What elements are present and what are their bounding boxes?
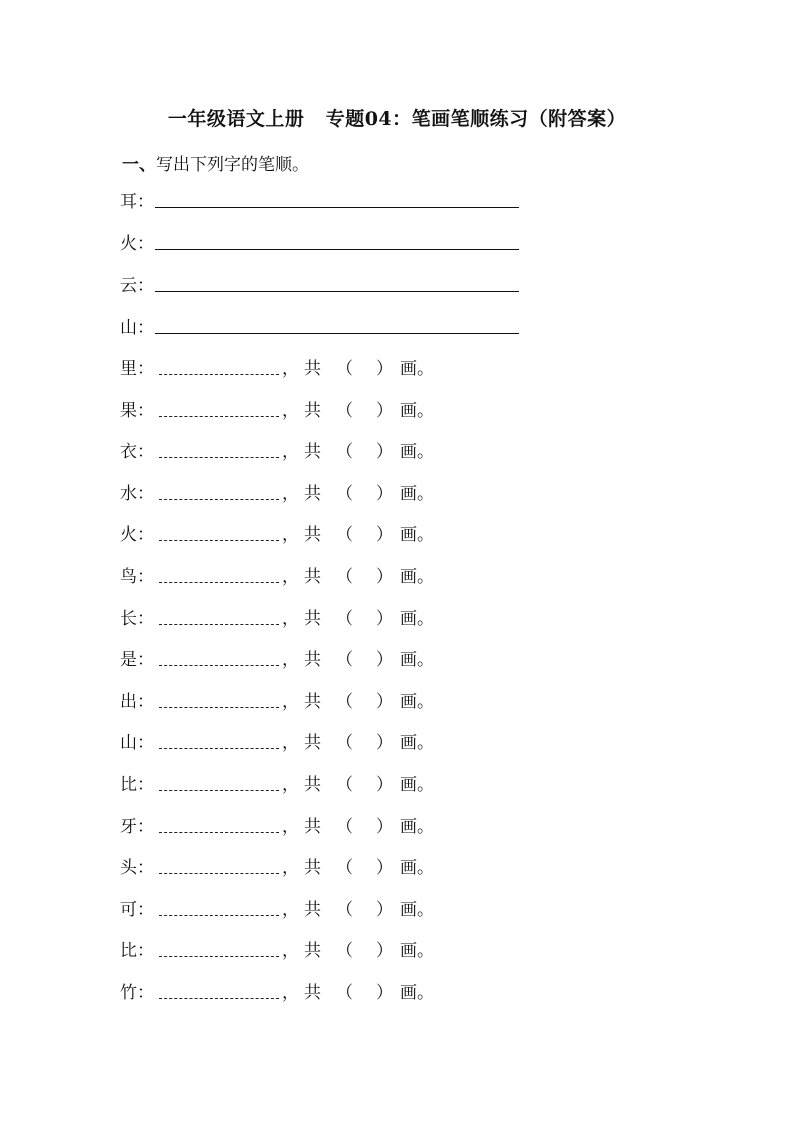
hua-label: 画。 (400, 484, 434, 504)
paren-close: ） (376, 650, 393, 670)
answer-line[interactable] (155, 332, 519, 334)
stroke-count-row (120, 605, 434, 629)
answer-line[interactable] (155, 248, 519, 250)
stroke-order-blank[interactable] (159, 831, 279, 833)
comma: ， (282, 775, 299, 795)
gong-label: 共 (304, 858, 321, 878)
colon: ： (137, 401, 154, 421)
colon: ： (137, 817, 154, 837)
stroke-order-blank[interactable] (159, 498, 279, 500)
stroke-order-blank[interactable] (159, 415, 279, 417)
stroke-order-blank[interactable] (159, 997, 279, 999)
colon: ： (137, 318, 154, 338)
paren-close: ） (376, 359, 393, 379)
comma: ， (282, 817, 299, 837)
character: 耳 (120, 192, 137, 212)
paren-close: ） (376, 401, 393, 421)
paren-close: ） (376, 484, 393, 504)
stroke-order-row (120, 188, 519, 212)
stroke-order-blank[interactable] (159, 623, 279, 625)
comma: ， (282, 858, 299, 878)
paren-open: （ (336, 900, 353, 920)
comma: ， (282, 484, 299, 504)
colon: ： (137, 609, 154, 629)
hua-label: 画。 (400, 525, 434, 545)
paren-open: （ (336, 941, 353, 961)
comma: ， (282, 983, 299, 1003)
character: 头 (120, 858, 137, 878)
gong-label: 共 (304, 525, 321, 545)
paren-open: （ (336, 442, 353, 462)
colon: ： (137, 692, 154, 712)
gong-label: 共 (304, 359, 321, 379)
stroke-count-row (120, 438, 434, 462)
stroke-order-blank[interactable] (159, 955, 279, 957)
paren-close: ） (376, 941, 393, 961)
paren-close: ） (376, 692, 393, 712)
character: 牙 (120, 817, 137, 837)
stroke-order-blank[interactable] (159, 706, 279, 708)
section-instruction: 写出下列字的笔顺。 (156, 155, 309, 175)
page-title: 一年级语文上册 专题04：笔画笔顺练习（附答案） (167, 108, 627, 130)
stroke-order-row (120, 272, 519, 296)
hua-label: 画。 (400, 983, 434, 1003)
gong-label: 共 (304, 484, 321, 504)
paren-close: ） (376, 733, 393, 753)
character: 可 (120, 900, 137, 920)
character: 竹 (120, 983, 137, 1003)
stroke-order-blank[interactable] (159, 872, 279, 874)
hua-label: 画。 (400, 609, 434, 629)
character: 是 (120, 650, 137, 670)
paren-open: （ (336, 858, 353, 878)
stroke-count-row (120, 729, 434, 753)
stroke-count-row (120, 937, 434, 961)
colon: ： (137, 442, 154, 462)
comma: ， (282, 359, 299, 379)
colon: ： (137, 650, 154, 670)
stroke-order-blank[interactable] (159, 539, 279, 541)
colon: ： (137, 941, 154, 961)
hua-label: 画。 (400, 692, 434, 712)
stroke-order-blank[interactable] (159, 664, 279, 666)
paren-open: （ (336, 609, 353, 629)
stroke-order-blank[interactable] (159, 581, 279, 583)
paren-open: （ (336, 525, 353, 545)
paren-open: （ (336, 692, 353, 712)
hua-label: 画。 (400, 817, 434, 837)
hua-label: 画。 (400, 650, 434, 670)
character: 鸟 (120, 567, 137, 587)
hua-label: 画。 (400, 941, 434, 961)
character: 山 (120, 318, 137, 338)
colon: ： (137, 567, 154, 587)
stroke-order-blank[interactable] (159, 914, 279, 916)
paren-open: （ (336, 567, 353, 587)
colon: ： (137, 234, 154, 254)
character: 衣 (120, 442, 137, 462)
hua-label: 画。 (400, 442, 434, 462)
colon: ： (137, 359, 154, 379)
gong-label: 共 (304, 733, 321, 753)
character: 水 (120, 484, 137, 504)
paren-open: （ (336, 775, 353, 795)
character: 出 (120, 692, 137, 712)
gong-label: 共 (304, 567, 321, 587)
gong-label: 共 (304, 609, 321, 629)
gong-label: 共 (304, 442, 321, 462)
stroke-count-row (120, 646, 434, 670)
colon: ： (137, 192, 154, 212)
gong-label: 共 (304, 941, 321, 961)
stroke-count-row (120, 896, 434, 920)
stroke-count-row (120, 480, 434, 504)
hua-label: 画。 (400, 401, 434, 421)
comma: ， (282, 442, 299, 462)
paren-open: （ (336, 733, 353, 753)
stroke-count-row (120, 397, 434, 421)
paren-open: （ (336, 817, 353, 837)
comma: ， (282, 733, 299, 753)
colon: ： (137, 276, 154, 296)
paren-close: ） (376, 525, 393, 545)
comma: ， (282, 609, 299, 629)
comma: ， (282, 567, 299, 587)
gong-label: 共 (304, 983, 321, 1003)
character: 比 (120, 941, 137, 961)
stroke-order-blank[interactable] (159, 747, 279, 749)
stroke-order-row (120, 230, 519, 254)
gong-label: 共 (304, 775, 321, 795)
paren-open: （ (336, 359, 353, 379)
stroke-count-row (120, 979, 434, 1003)
colon: ： (137, 775, 154, 795)
paren-open: （ (336, 650, 353, 670)
hua-label: 画。 (400, 567, 434, 587)
stroke-count-row (120, 355, 434, 379)
colon: ： (137, 525, 154, 545)
character: 云 (120, 276, 137, 296)
character: 果 (120, 401, 137, 421)
hua-label: 画。 (400, 359, 434, 379)
stroke-count-row (120, 854, 434, 878)
stroke-count-row (120, 771, 434, 795)
stroke-order-blank[interactable] (159, 373, 279, 375)
stroke-order-blank[interactable] (159, 456, 279, 458)
paren-close: ） (376, 609, 393, 629)
gong-label: 共 (304, 692, 321, 712)
stroke-count-row (120, 688, 434, 712)
stroke-count-row (120, 563, 434, 587)
character: 火 (120, 234, 137, 254)
gong-label: 共 (304, 817, 321, 837)
colon: ： (137, 858, 154, 878)
section-heading (122, 150, 309, 175)
section-number: 一、 (122, 155, 156, 175)
comma: ， (282, 650, 299, 670)
stroke-count-row (120, 521, 434, 545)
stroke-count-row (120, 813, 434, 837)
character: 火 (120, 525, 137, 545)
paren-close: ） (376, 567, 393, 587)
hua-label: 画。 (400, 733, 434, 753)
stroke-order-blank[interactable] (159, 789, 279, 791)
character: 比 (120, 775, 137, 795)
hua-label: 画。 (400, 775, 434, 795)
paren-open: （ (336, 484, 353, 504)
paren-open: （ (336, 983, 353, 1003)
paren-close: ） (376, 900, 393, 920)
stroke-order-row (120, 314, 519, 338)
comma: ， (282, 900, 299, 920)
colon: ： (137, 983, 154, 1003)
comma: ， (282, 941, 299, 961)
character: 里 (120, 359, 137, 379)
comma: ， (282, 401, 299, 421)
colon: ： (137, 484, 154, 504)
paren-close: ） (376, 442, 393, 462)
paren-close: ） (376, 858, 393, 878)
gong-label: 共 (304, 900, 321, 920)
paren-close: ） (376, 817, 393, 837)
paren-close: ） (376, 983, 393, 1003)
answer-line[interactable] (155, 290, 519, 292)
hua-label: 画。 (400, 900, 434, 920)
comma: ， (282, 525, 299, 545)
answer-line[interactable] (155, 206, 519, 208)
colon: ： (137, 733, 154, 753)
character: 山 (120, 733, 137, 753)
paren-close: ） (376, 775, 393, 795)
hua-label: 画。 (400, 858, 434, 878)
colon: ： (137, 900, 154, 920)
gong-label: 共 (304, 401, 321, 421)
paren-open: （ (336, 401, 353, 421)
gong-label: 共 (304, 650, 321, 670)
character: 长 (120, 609, 137, 629)
comma: ， (282, 692, 299, 712)
